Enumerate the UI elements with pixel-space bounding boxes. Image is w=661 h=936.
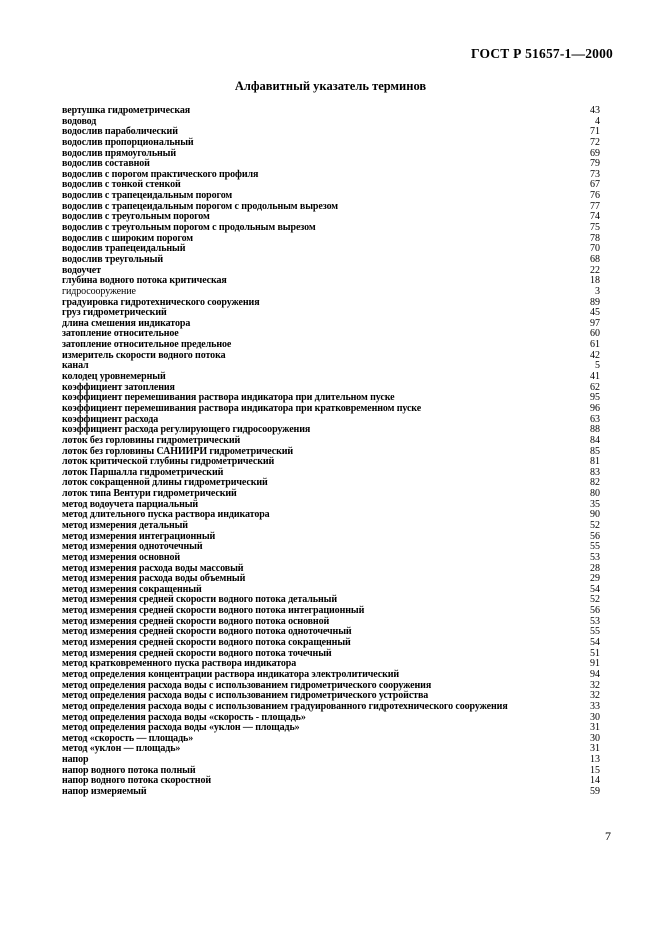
index-page-ref: 18 xyxy=(590,275,600,287)
index-term: вертушка гидрометрическая xyxy=(62,105,191,116)
index-entry xyxy=(62,744,600,755)
index-term: метод определения расхода воды «скорость - площадь» xyxy=(62,711,306,723)
index-term: лоток Паршалла гидрометрический xyxy=(62,466,224,478)
index-page-ref: 62 xyxy=(590,381,600,393)
index-term: метод определения концентрации раствора индикатора электролитический xyxy=(62,668,400,680)
index-page-ref: 67 xyxy=(590,179,600,191)
index-term: метод определения расхода воды с использованием гидрометрического устройства xyxy=(62,690,429,702)
index-entry xyxy=(62,106,600,117)
index-page-ref: 89 xyxy=(590,296,600,308)
index-page-ref: 84 xyxy=(590,434,600,446)
index-page-ref: 30 xyxy=(590,732,600,744)
index-page-ref: 71 xyxy=(590,126,600,138)
index-term: водоучет xyxy=(62,264,101,276)
index-page-ref: 29 xyxy=(590,573,600,585)
index-term: измеритель скорости водного потока xyxy=(62,349,226,361)
index-entry xyxy=(62,670,600,681)
index-term: лоток сокращенной длины гидрометрический xyxy=(62,477,268,489)
index-term: водослив с трапецеидальным порогом с продольным вырезом xyxy=(62,200,339,212)
index-page-ref: 76 xyxy=(590,190,600,202)
index-term: метод измерения средней скорости водного потока сокращенный xyxy=(62,637,351,649)
index-page-ref: 15 xyxy=(590,764,600,776)
index-term: метод измерения сокращенный xyxy=(62,583,202,595)
index-page-ref: 56 xyxy=(590,605,600,617)
index-term: метод «уклон — площадь» xyxy=(62,743,181,755)
index-page-ref: 77 xyxy=(590,200,600,212)
index-term: водослив параболический xyxy=(62,126,178,138)
index-page-ref: 5 xyxy=(595,360,600,372)
index-entry xyxy=(62,138,600,149)
index-term: коэффициент затопления xyxy=(62,381,175,393)
index-page-ref: 97 xyxy=(590,317,600,329)
index-page-ref: 55 xyxy=(590,626,600,638)
index-term: водослив прямоугольный xyxy=(62,147,177,159)
index-entry xyxy=(62,351,600,362)
index-term: лоток без горловины гидрометрический xyxy=(62,434,241,446)
index-page-ref: 96 xyxy=(590,402,600,414)
index-term: водослив треугольный xyxy=(62,253,163,265)
index-page-ref: 69 xyxy=(590,147,600,159)
index-page-ref: 85 xyxy=(590,445,600,457)
index-term: длина смешения индикатора xyxy=(62,317,191,329)
index-page-ref: 28 xyxy=(590,562,600,574)
index-page-ref: 30 xyxy=(590,711,600,723)
index-page-ref: 53 xyxy=(590,615,600,627)
index-page-ref: 54 xyxy=(590,637,600,649)
index-page-ref: 61 xyxy=(590,339,600,351)
index-entry xyxy=(62,255,600,266)
index-entry xyxy=(62,553,600,564)
index-page-ref: 22 xyxy=(590,264,600,276)
index-term: коэффициент расхода xyxy=(62,413,159,425)
index-page-ref: 4 xyxy=(595,115,600,127)
index-page-ref: 31 xyxy=(590,722,600,734)
index-term: метод определения расхода воды с использованием градуированного гидротехнического сооружения xyxy=(62,700,508,712)
index-page-ref: 14 xyxy=(590,775,600,787)
index-page-ref: 90 xyxy=(590,509,600,521)
index-page-ref: 70 xyxy=(590,243,600,255)
index-term: лоток типа Вентури гидрометрический xyxy=(62,488,237,500)
index-term: напор измеряемый xyxy=(62,786,147,797)
index-term: напор водного потока скоростной xyxy=(62,775,212,787)
index-term: коэффициент перемешивания раствора индикатора при длительном пуске xyxy=(62,392,395,404)
index-term: метод длительного пуска раствора индикатора xyxy=(62,509,270,521)
index-page-ref: 43 xyxy=(590,105,600,116)
index-term: метод измерения интеграционный xyxy=(62,530,216,542)
index-term: метод измерения одноточечный xyxy=(62,541,203,553)
index-page-ref: 72 xyxy=(590,136,600,148)
index-page-ref: 52 xyxy=(590,594,600,606)
index-term: водослив с треугольным порогом с продольным вырезом xyxy=(62,222,316,234)
index-page-ref: 73 xyxy=(590,168,600,180)
index-term: колодец уровнемерный xyxy=(62,371,166,383)
document-code-header: ГОСТ Р 51657-1—2000 xyxy=(471,46,613,61)
index-term: метод измерения средней скорости водного потока точечный xyxy=(62,647,332,659)
index-page-ref: 94 xyxy=(590,668,600,680)
index-page-ref: 32 xyxy=(590,679,600,691)
index-term: метод «скорость — площадь» xyxy=(62,732,194,744)
index-page-ref: 68 xyxy=(590,253,600,265)
index-entry xyxy=(62,702,600,713)
index-page-ref: 3 xyxy=(595,285,600,297)
index-page-ref: 35 xyxy=(590,498,600,510)
index-page-ref: 42 xyxy=(590,349,600,361)
index-title: Алфавитный указатель терминов xyxy=(234,79,427,93)
index-page-ref: 88 xyxy=(590,424,600,436)
index-term: коэффициент расхода регулирующего гидросооружения xyxy=(62,424,311,436)
index-page-ref: 74 xyxy=(590,211,600,223)
index-page-ref: 31 xyxy=(590,743,600,755)
index-term: метод кратковременного пуска раствора индикатора xyxy=(62,658,297,670)
index-entry xyxy=(62,787,600,798)
index-entry xyxy=(62,404,600,415)
index-term: коэффициент перемешивания раствора индикатора при кратковременном пуске xyxy=(62,402,422,414)
index-page-ref: 91 xyxy=(590,658,600,670)
page-number: 7 xyxy=(605,829,611,843)
index-term: груз гидрометрический xyxy=(62,307,167,319)
index-term: гидросооружение xyxy=(62,285,136,297)
index-term: метод определения расхода воды с использованием гидрометрического сооружения xyxy=(62,679,432,691)
index-page-ref: 54 xyxy=(590,583,600,595)
index-page-ref: 82 xyxy=(590,477,600,489)
index-term: градуировка гидротехнического сооружения xyxy=(62,296,260,308)
index-term: метод измерения средней скорости водного потока детальный xyxy=(62,594,338,606)
index-page-ref: 79 xyxy=(590,158,600,170)
index-page-ref: 13 xyxy=(590,754,600,766)
index-entry xyxy=(62,276,600,287)
term-index-list xyxy=(62,106,600,798)
index-term: метод измерения основной xyxy=(62,551,181,563)
index-term: водослив с широким порогом xyxy=(62,232,193,244)
index-term: водослив трапецеидальный xyxy=(62,243,186,255)
index-entry xyxy=(62,287,600,298)
index-term: метод измерения детальный xyxy=(62,519,188,531)
index-term: метод измерения средней скорости водного потока основной xyxy=(62,615,330,627)
index-term: водослив с треугольным порогом xyxy=(62,211,210,223)
index-term: метод измерения расхода воды объемный xyxy=(62,573,246,585)
index-page-ref: 33 xyxy=(590,700,600,712)
index-term: глубина водного потока критическая xyxy=(62,275,227,287)
index-page-ref: 83 xyxy=(590,466,600,478)
index-term: напор xyxy=(62,754,89,766)
index-term: водослив составной xyxy=(62,158,150,170)
index-term: лоток критической глубины гидрометрический xyxy=(62,456,275,468)
index-page-ref: 32 xyxy=(590,690,600,702)
index-page-ref: 81 xyxy=(590,456,600,468)
index-page-ref: 59 xyxy=(590,786,600,797)
index-page-ref: 63 xyxy=(590,413,600,425)
index-term: метод измерения средней скорости водного потока интеграционный xyxy=(62,605,365,617)
index-page-ref: 41 xyxy=(590,371,600,383)
index-term: водослив с тонкой стенкой xyxy=(62,179,181,191)
index-entry xyxy=(62,436,600,447)
index-page-ref: 53 xyxy=(590,551,600,563)
index-term: водовод xyxy=(62,115,97,127)
index-page-ref: 75 xyxy=(590,222,600,234)
index-term: затопление относительное предельное xyxy=(62,339,232,351)
index-page-ref: 52 xyxy=(590,519,600,531)
index-term: водослив с порогом практического профиля xyxy=(62,168,259,180)
index-term: затопление относительное xyxy=(62,328,179,340)
index-page-ref: 51 xyxy=(590,647,600,659)
index-page-ref: 78 xyxy=(590,232,600,244)
index-term: водослив пропорциональный xyxy=(62,136,194,148)
index-page-ref: 45 xyxy=(590,307,600,319)
index-page-ref: 56 xyxy=(590,530,600,542)
index-term: метод измерения расхода воды массовый xyxy=(62,562,244,574)
index-term: канал xyxy=(62,360,89,372)
index-term: напор водного потока полный xyxy=(62,764,196,776)
index-page-ref: 80 xyxy=(590,488,600,500)
index-term: водослив с трапецеидальным порогом xyxy=(62,190,233,202)
index-page-ref: 55 xyxy=(590,541,600,553)
index-term: метод водоучета парциальный xyxy=(62,498,199,510)
index-term: лоток без горловины САНИИРИ гидрометрический xyxy=(62,445,294,457)
index-page-ref: 60 xyxy=(590,328,600,340)
index-term: метод определения расхода воды «уклон — площадь» xyxy=(62,722,300,734)
index-page-ref: 95 xyxy=(590,392,600,404)
index-term: метод измерения средней скорости водного потока одноточечный xyxy=(62,626,352,638)
